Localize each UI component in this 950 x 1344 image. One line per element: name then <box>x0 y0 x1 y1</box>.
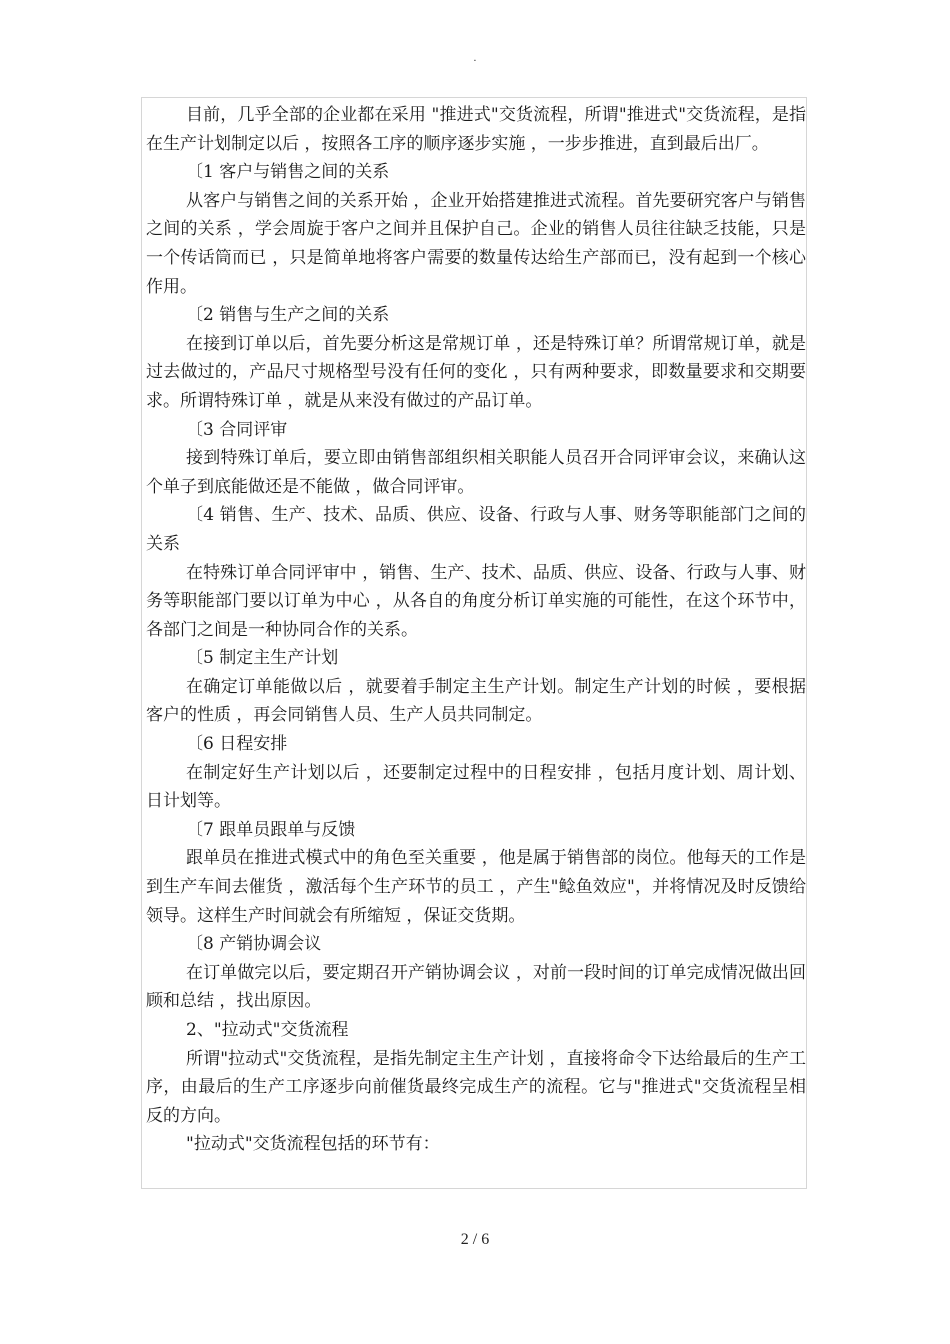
paragraph-4: 在特殊订单合同评审中 ，销售、生产、技术、品质、供应、设备、行政与人事、财务等职能部门要以订单为中心 ，从各自的角度分析订单实施的可能性，在这个环节中，各部门之间是一种协同合作的关系。 <box>146 562 806 640</box>
paragraph-6: 在制定好生产计划以后 ，还要制定过程中的日程安排 ，包括月度计划、周计划、日计划等。 <box>146 762 806 812</box>
heading-5: 〔5 制定主生产计划 <box>186 648 339 669</box>
paragraph-2: 在接到订单以后，首先要分析这是常规订单 ，还是特殊订单？所谓常规订单，就是过去做过的，产品尺寸规格型号没有任何的变化 ，只有两种要求，即数量要求和交期要求。所谓特殊订单 ，就是从来没有做过的产品订单。 <box>146 333 806 411</box>
heading-7: 〔7 跟单员跟单与反馈 <box>186 819 356 840</box>
header-mark: · <box>473 56 477 67</box>
paragraph-1: 从客户与销售之间的关系开始 ，企业开始搭建推进式流程。首先要研究客户与销售之间的关系 ，学会周旋于客户之间并且保护自己。企业的销售人员往往缺乏技能，只是一个传话筒而已 ，只是简单地将客户需要的数量传达给生产部而已，没有起到一个核心作用。 <box>146 190 806 297</box>
heading-4: 〔4 销售、生产、技术、品质、供应、设备、行政与人事、财务等职能部门之间的关系 <box>146 505 806 554</box>
paragraph-intro: 目前，几乎全部的企业都在采用 "推进式"交货流程，所谓"推进式"交货流程，是指在生产计划制定以后 ，按照各工序的顺序逐步实施 ，一步步推进，直到最后出厂。 <box>146 105 806 154</box>
section-heading-pull: 2、"拉动式"交货流程 <box>186 1020 349 1040</box>
paragraph-3: 接到特殊订单后，要立即由销售部组织相关职能人员召开合同评审会议，来确认这个单子到底能做还是不能做 ，做合同评审。 <box>146 448 806 497</box>
document-body <box>141 97 807 1189</box>
heading-2: 〔2 销售与生产之间的关系 <box>186 305 390 326</box>
paragraph-pull: 所谓"拉动式"交货流程，是指先制定主生产计划 ，直接将命令下达给最后的生产工序，由最后的生产工序逐步向前催货最终完成生产的流程。它与"推进式"交货流程呈相反的方向。 <box>146 1048 806 1126</box>
paragraph-5: 在确定订单能做以后 ，就要着手制定主生产计划。制定生产计划的时候 ，要根据客户的性质 ，再会同销售人员、生产人员共同制定。 <box>146 676 806 726</box>
heading-8: 〔8 产销协调会议 <box>186 934 322 955</box>
page-number: 2 / 6 <box>460 1231 490 1248</box>
heading-3: 〔3 合同评审 <box>186 419 288 440</box>
heading-6: 〔6 日程安排 <box>186 734 288 755</box>
paragraph-pull-steps: "拉动式"交货流程包括的环节有： <box>186 1134 440 1155</box>
paragraph-8: 在订单做完以后，要定期召开产销协调会议 ，对前一段时间的订单完成情况做出回顾和总结 ，找出原因。 <box>146 962 806 1012</box>
paragraph-7: 跟单员在推进式模式中的角色至关重要 ，他是属于销售部的岗位。他每天的工作是到生产车间去催货 ，激活每个生产环节的员工 ，产生"鲶鱼效应"，并将情况及时反馈给领导。这样生产时间就会有所缩短 ，保证交货期。 <box>146 848 806 926</box>
heading-1: 〔1 客户与销售之间的关系 <box>186 162 390 183</box>
